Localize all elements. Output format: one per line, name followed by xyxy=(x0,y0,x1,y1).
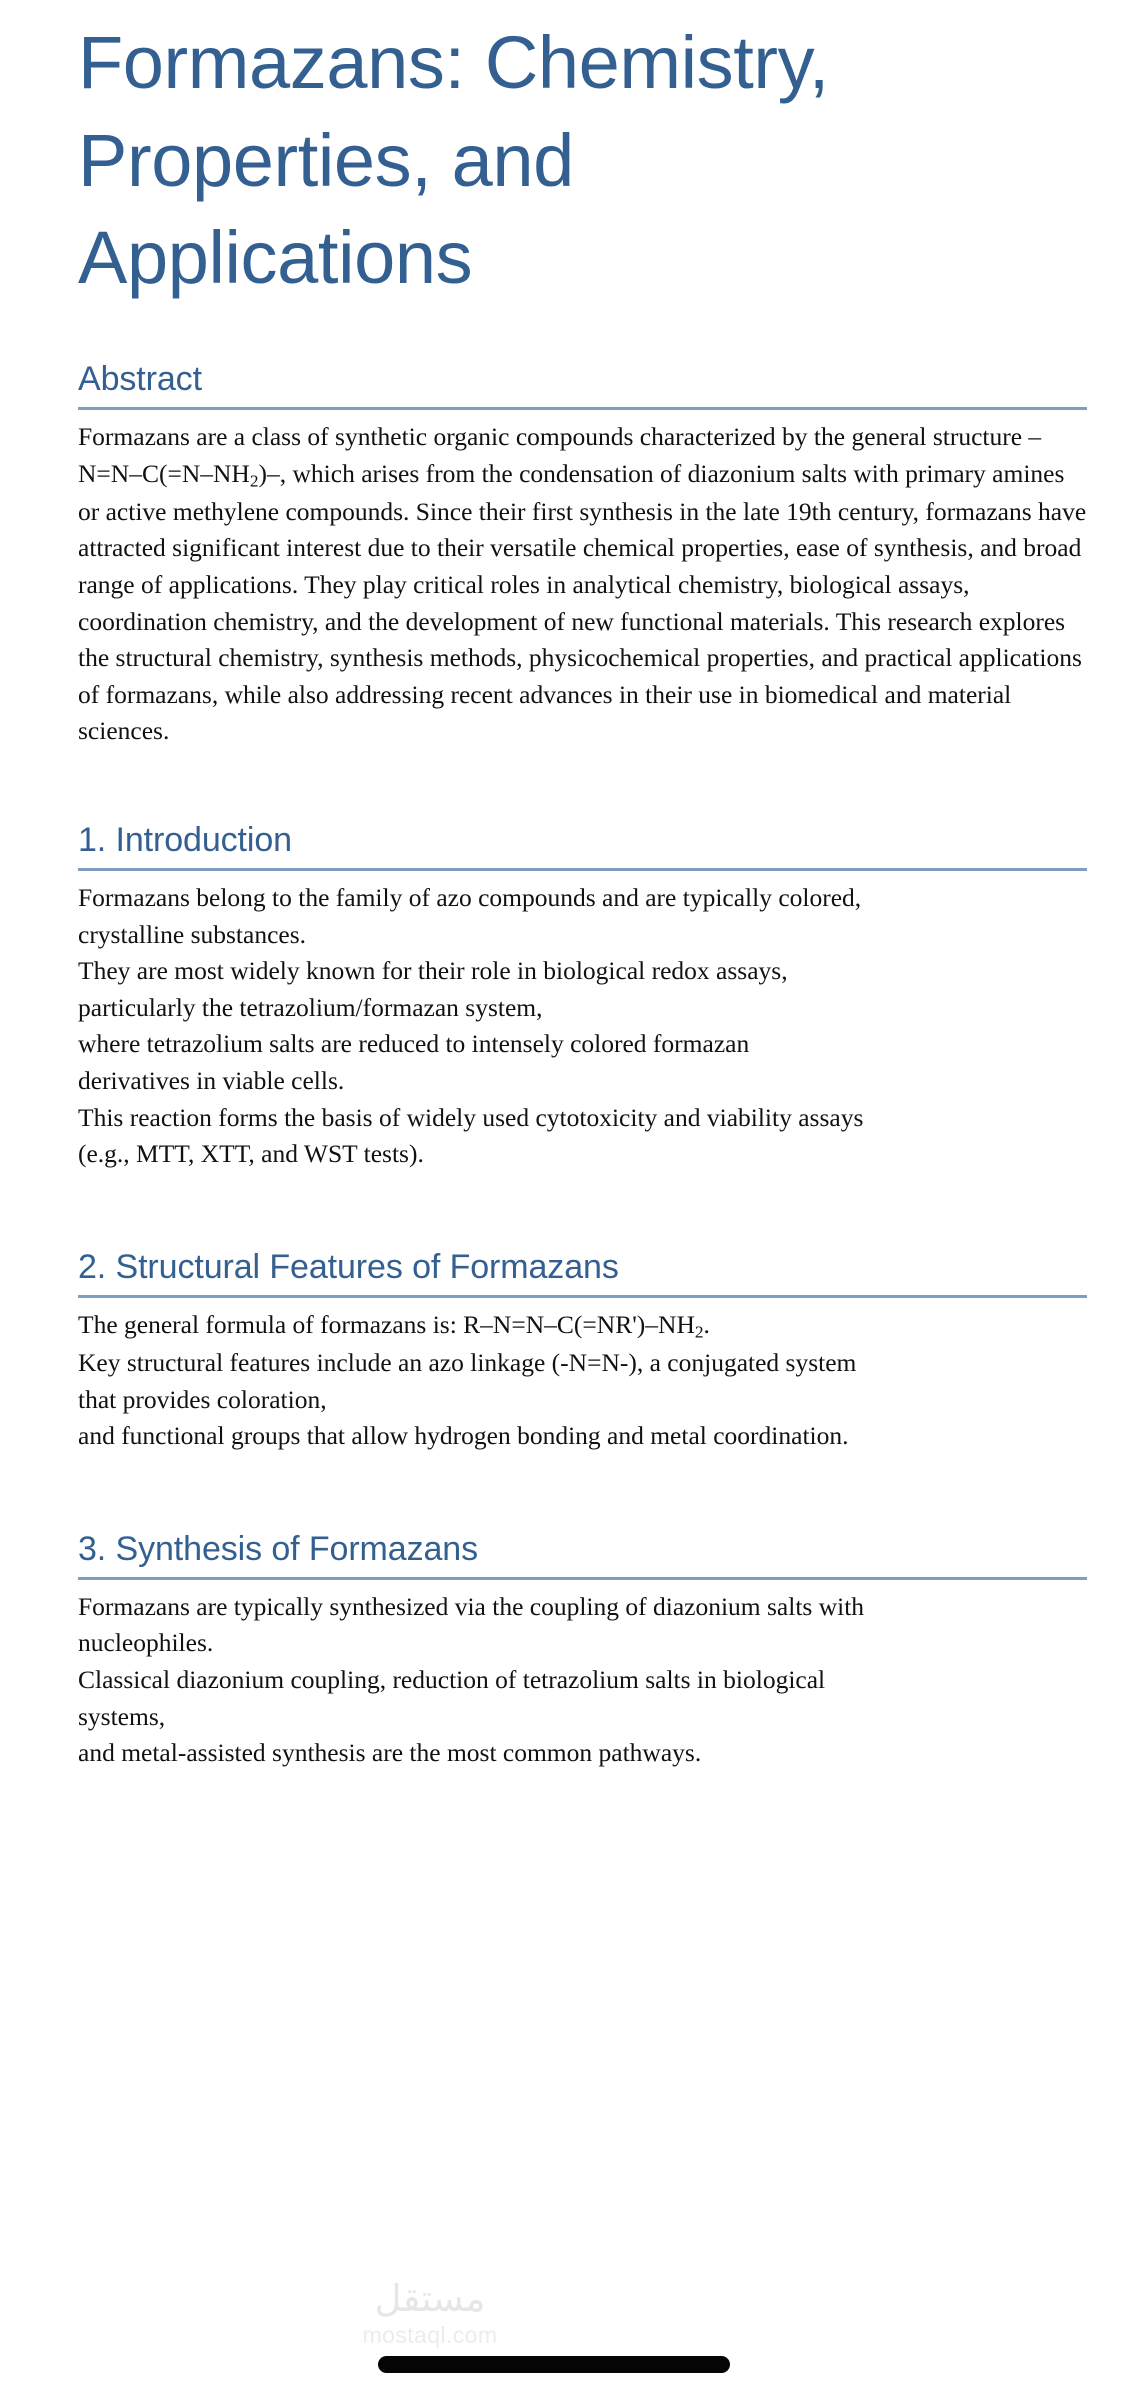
body-line: and functional groups that allow hydrogen bonding and metal coordination. xyxy=(78,1421,849,1451)
body-line: This reaction forms the basis of widely used cytotoxicity and viability assays xyxy=(78,1102,864,1132)
body-line: crystalline substances. xyxy=(78,919,307,949)
heading-rule-abstract xyxy=(78,407,1087,410)
watermark-domain-text: mostaql.com xyxy=(362,2322,498,2348)
heading-rule-structural-features xyxy=(78,1295,1087,1298)
redaction-bar xyxy=(378,2356,730,2373)
body-line: The general formula of formazans is: $R-N=N-C(=NR')-NH_2$. xyxy=(78,1309,710,1342)
section-abstract xyxy=(78,359,1087,750)
synthesis-body xyxy=(78,1589,1087,1772)
body-line: Formazans belong to the family of azo compounds and are typically colored, xyxy=(78,883,862,913)
section-introduction xyxy=(78,820,1087,1173)
body-line: derivatives in viable cells. xyxy=(78,1065,345,1095)
body-line: particularly the tetrazolium/formazan system, xyxy=(78,992,543,1022)
section-synthesis xyxy=(78,1529,1087,1772)
watermark-arabic-text: مستقل xyxy=(374,2277,486,2320)
body-line: where tetrazolium salts are reduced to intensely colored formazan xyxy=(78,1029,750,1059)
body-line: They are most widely known for their role in biological redox assays, xyxy=(78,956,788,986)
body-line: that provides coloration, xyxy=(78,1384,327,1414)
section-heading-abstract: Abstract xyxy=(78,360,202,399)
body-line: and metal-assisted synthesis are the most common pathways. xyxy=(78,1738,702,1768)
body-line: Formazans are typically synthesized via the coupling of diazonium salts with xyxy=(78,1591,865,1621)
heading-rule-introduction xyxy=(78,868,1087,871)
heading-rule-synthesis xyxy=(78,1577,1087,1580)
body-line: systems, xyxy=(78,1701,166,1731)
page-title: Formazans: Chemistry, Properties, and Applications xyxy=(78,21,829,300)
section-heading-introduction: 1. Introduction xyxy=(78,820,292,859)
body-line: Classical diazonium coupling, reduction of tetrazolium salts in biological xyxy=(78,1665,826,1694)
section-heading-structural-features: 2. Structural Features of Formazans xyxy=(78,1247,619,1286)
body-line: nucleophiles. xyxy=(78,1628,214,1658)
section-heading-synthesis: 3. Synthesis of Formazans xyxy=(78,1529,479,1568)
abstract-paragraph: Formazans are a class of synthetic organic compounds characterized by the general structure $-N=N-C(=N-NH_2)-$, which arises from the condensation of diazonium salts with primary amines or active methylene compounds. Since their first synthesis in the late 19th century, formazans have attracted significant interest due to their versatile chemical properties, ease of synthesis, and broad range of applications. They play critical roles in analytical chemistry, biological assays, coordination chemistry, and the development of new functional materials. This research explores the structural chemistry, synthesis methods, physicochemical properties, and practical applications of formazans, while also addressing recent advances in their use in biomedical and material sciences. xyxy=(78,422,1087,746)
introduction-body xyxy=(78,880,1087,1173)
body-line: (e.g., MTT, XTT, and WST tests). xyxy=(78,1139,424,1169)
structural-features-body xyxy=(78,1307,1087,1455)
body-line: Key structural features include an azo linkage (-N=N-), a conjugated system xyxy=(78,1348,857,1377)
section-structural-features xyxy=(78,1247,1087,1455)
